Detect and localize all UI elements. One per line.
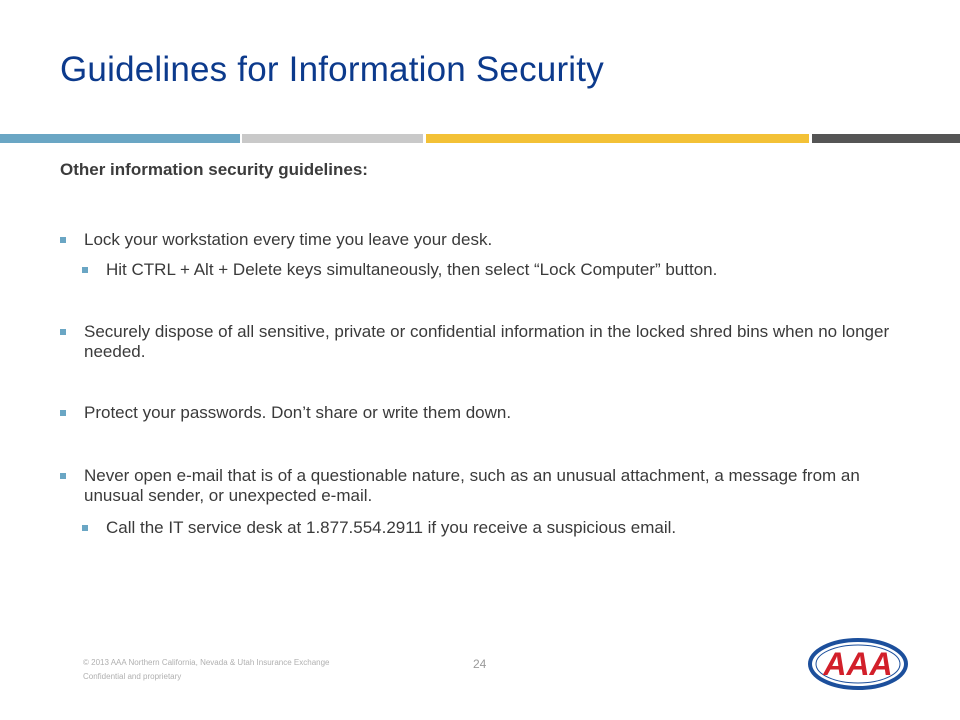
bullet-text: Call the IT service desk at 1.877.554.2911 if you receive a suspicious email. (106, 518, 677, 537)
bullet-item (60, 466, 900, 506)
aaa-logo (806, 634, 916, 694)
bullet-marker (82, 525, 88, 531)
bullet-marker (60, 410, 66, 416)
bullet-item (60, 403, 900, 423)
bullet-marker (82, 267, 88, 273)
sub-bullet-item (82, 260, 900, 280)
divider-segment-blue (0, 134, 240, 143)
sub-bullet-item (82, 518, 900, 538)
divider-segment-gray (242, 134, 423, 143)
bullet-item (60, 322, 900, 362)
bullet-item (60, 230, 900, 250)
logo-text: AAA (823, 646, 893, 682)
bullet-marker (60, 237, 66, 243)
footer-copyright: © 2013 AAA Northern California, Nevada & Utah Insurance Exchange (83, 658, 330, 667)
bullet-text: Never open e-mail that is of a questionable nature, such as an unusual attachment, a message from an unusual sender, or unexpected e-mail. (84, 466, 860, 505)
footer-confidential: Confidential and proprietary (83, 672, 182, 681)
bullet-marker (60, 473, 66, 479)
bullet-text: Hit CTRL + Alt + Delete keys simultaneously, then select “Lock Computer” button. (106, 260, 718, 279)
footer-legal (83, 656, 329, 684)
bullet-marker (60, 329, 66, 335)
divider-segment-dark (812, 134, 960, 143)
page-number: 24 (473, 657, 487, 671)
divider-segment-yellow (426, 134, 809, 143)
bullet-text: Lock your workstation every time you leave your desk. (84, 230, 493, 249)
section-subheading: Other information security guidelines: (60, 160, 368, 179)
slide-title: Guidelines for Information Security (60, 50, 604, 89)
bullet-text: Protect your passwords. Don’t share or write them down. (84, 403, 512, 422)
bullet-text: Securely dispose of all sensitive, private or confidential information in the locked shred bins when no longer needed. (84, 322, 890, 361)
